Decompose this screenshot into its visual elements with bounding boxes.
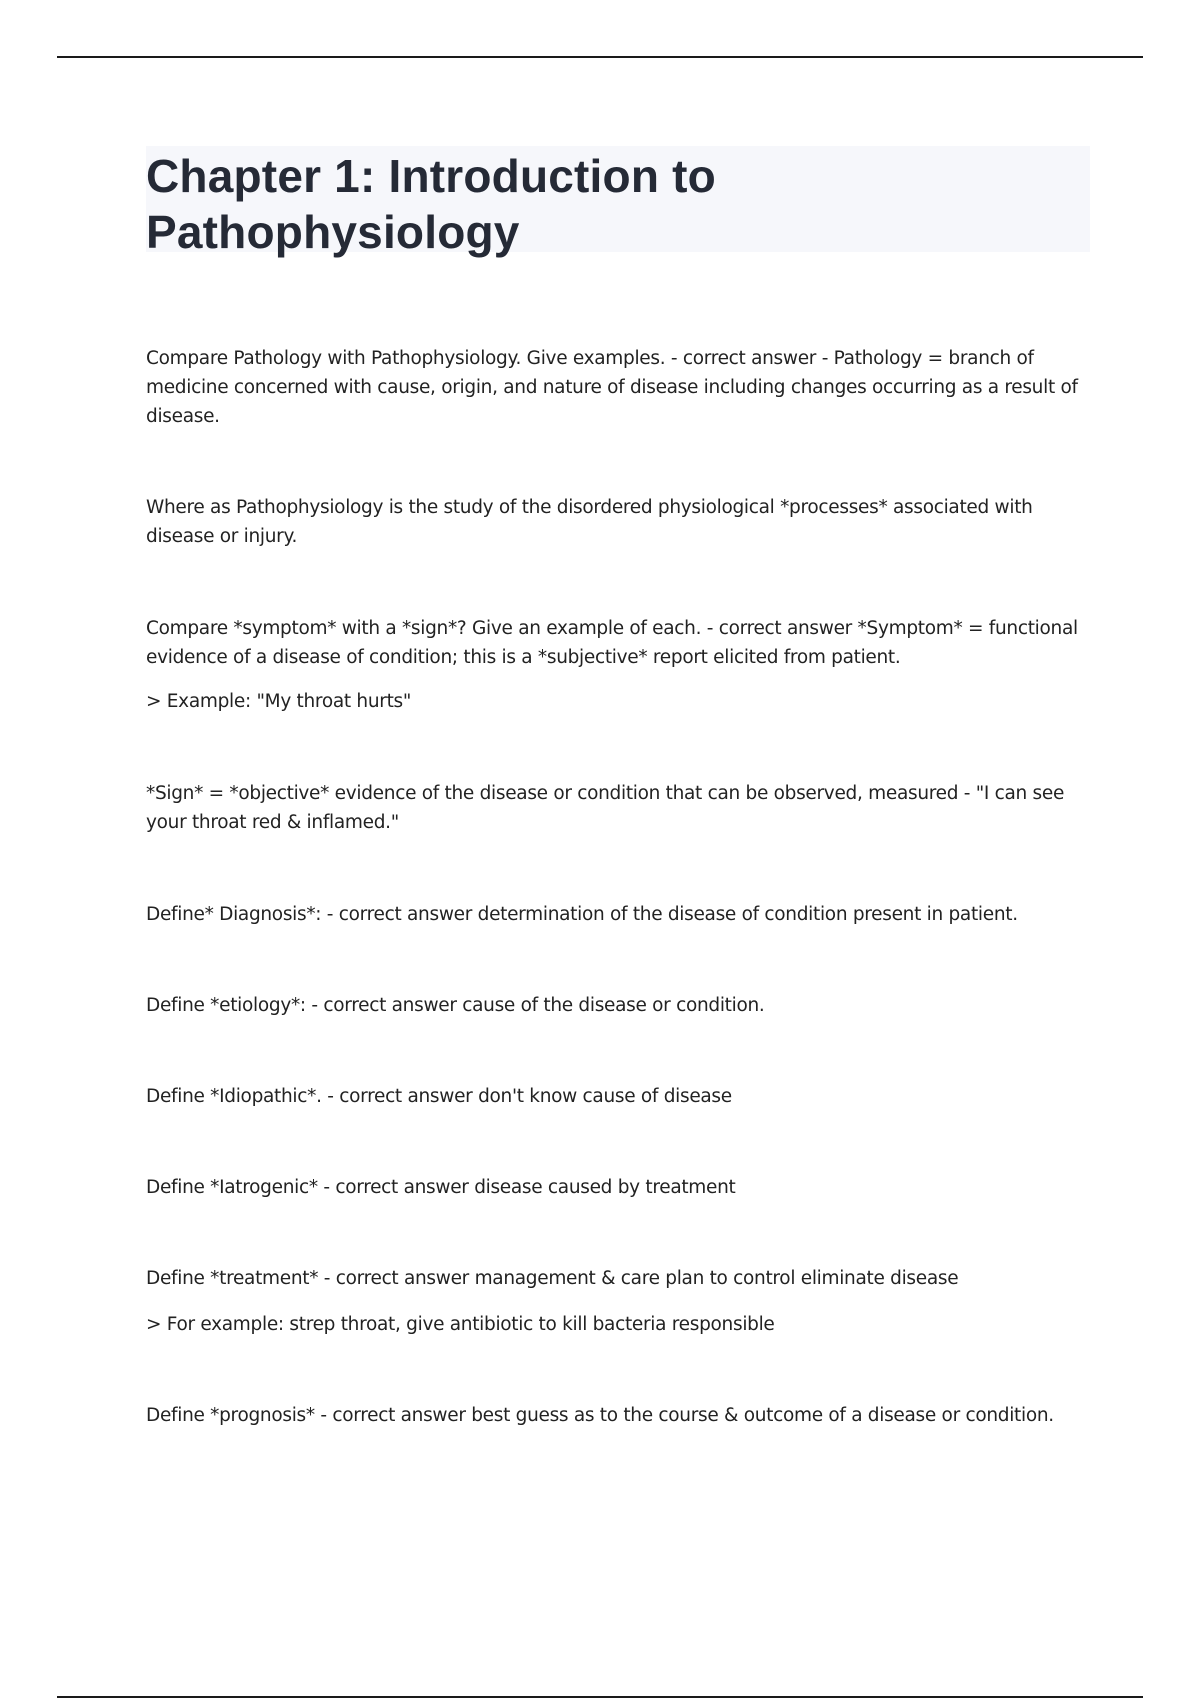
paragraph-sign: *Sign* = *objective* evidence of the disease or condition that can be observed, measured - "I can see your throat red & inflamed." (146, 783, 1065, 833)
paragraph-iatrogenic: Define *Iatrogenic* - correct answer disease caused by treatment (146, 1177, 736, 1198)
paragraph-treatment: Define *treatment* - correct answer management & care plan to control eliminate disease (146, 1268, 959, 1289)
bottom-divider (57, 1696, 1143, 1698)
paragraph-pathology: Compare Pathology with Pathophysiology. Give examples. - correct answer - Pathology = branch of medicine concerned with cause, origin, and nature of disease including changes occurring as a result of disease. (146, 348, 1078, 427)
paragraph-treatment-example: > For example: strep throat, give antibiotic to kill bacteria responsible (146, 1314, 775, 1335)
paragraph-symptom-sign: Compare *symptom* with a *sign*? Give an example of each. - correct answer *Symptom* = functional evidence of a disease of condition; this is a *subjective* report elicited from patient. (146, 618, 1078, 668)
paragraph-idiopathic: Define *Idiopathic*. - correct answer don't know cause of disease (146, 1086, 732, 1107)
paragraph-diagnosis: Define* Diagnosis*: - correct answer determination of the disease of condition present in patient. (146, 904, 1018, 925)
paragraph-etiology: Define *etiology*: - correct answer cause of the disease or condition. (146, 995, 765, 1016)
title-block (146, 146, 1090, 258)
top-divider (57, 56, 1143, 58)
paragraph-prognosis: Define *prognosis* - correct answer best guess as to the course & outcome of a disease or condition. (146, 1405, 1054, 1426)
page-title: Chapter 1: Introduction to Pathophysiology (146, 150, 716, 258)
document-body (146, 146, 1090, 1426)
paragraph-symptom-example: > Example: "My throat hurts" (146, 691, 412, 712)
paragraph-pathophysiology: Where as Pathophysiology is the study of the disordered physiological *processes* associated with disease or injury. (146, 497, 1033, 547)
